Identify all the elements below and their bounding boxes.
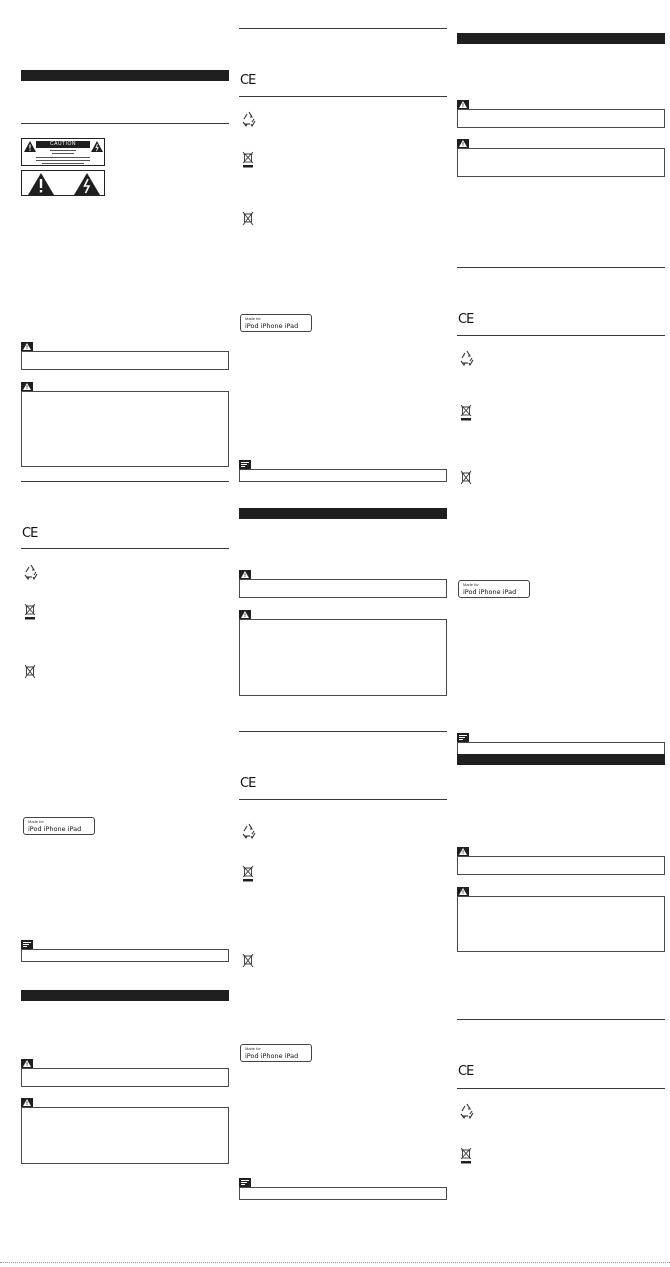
note-box (239, 469, 447, 482)
warning-box (21, 351, 229, 370)
note-icon (459, 734, 467, 741)
warning-box (239, 579, 447, 598)
warning-icon (24, 141, 36, 152)
caution-label (21, 138, 105, 166)
warning-box (21, 391, 229, 467)
made-for-ipod-badge: Made for iPod iPhone iPad (458, 580, 530, 598)
made-for-ipod-badge: Made for iPod iPhone iPad (240, 314, 312, 332)
note-box (239, 1187, 447, 1200)
section-rule (239, 731, 447, 732)
ce-mark: CE (240, 73, 256, 88)
recycle-icon (458, 1102, 476, 1120)
section-header-bar (239, 508, 447, 519)
warning-icon (459, 888, 467, 895)
note-tab (457, 733, 469, 742)
warning-tab (239, 610, 251, 619)
warning-icon (241, 611, 249, 618)
ce-mark: CE (22, 526, 38, 541)
warning-tab (21, 382, 33, 391)
warning-tab (457, 100, 469, 109)
section-rule (457, 1019, 665, 1020)
warning-icon (241, 571, 249, 578)
warning-icon (23, 343, 31, 350)
crossed-bin-icon (460, 1147, 472, 1165)
warning-icon (23, 1060, 31, 1067)
note-tab (239, 460, 251, 469)
warning-tab (21, 342, 33, 351)
recycle-icon (22, 563, 40, 581)
crossed-bin-icon (242, 953, 254, 969)
note-tab (239, 1178, 251, 1187)
lightning-triangle-icon (74, 173, 100, 195)
section-rule (457, 1088, 665, 1089)
note-icon (241, 461, 249, 468)
safety-symbols-label (21, 170, 105, 196)
section-header-bar (457, 33, 665, 44)
note-tab (21, 940, 33, 949)
warning-tab (457, 887, 469, 896)
warning-tab (239, 570, 251, 579)
note-icon (241, 1179, 249, 1186)
note-box (21, 949, 229, 962)
warning-box (457, 896, 665, 952)
fold-line (0, 1262, 670, 1263)
section-rule (457, 335, 665, 336)
crossed-bin-icon (242, 865, 254, 883)
section-rule (21, 548, 229, 549)
shock-warning-icon (91, 141, 103, 152)
warning-box (21, 1068, 229, 1087)
warning-icon (459, 101, 467, 108)
section-rule (457, 267, 665, 268)
warning-box (21, 1107, 229, 1164)
crossed-bin-icon (24, 664, 36, 680)
ce-mark: CE (458, 312, 474, 327)
warning-tab (457, 139, 469, 148)
section-header-bar (457, 754, 665, 765)
exclamation-triangle-icon (28, 173, 54, 195)
ce-mark: CE (240, 776, 256, 791)
section-rule (239, 799, 447, 800)
ce-mark: CE (458, 1064, 474, 1079)
section-rule (239, 28, 447, 29)
crossed-bin-icon (460, 404, 472, 422)
recycle-icon (458, 349, 476, 367)
warning-icon (23, 1099, 31, 1106)
made-for-ipod-badge: Made for iPod iPhone iPad (240, 1044, 312, 1062)
section-header-bar (21, 70, 229, 81)
warning-tab (457, 847, 469, 856)
section-header-bar (21, 990, 229, 1001)
warning-box (457, 148, 665, 177)
warning-icon (459, 140, 467, 147)
warning-tab (21, 1059, 33, 1068)
crossed-bin-icon (242, 211, 254, 227)
made-for-ipod-badge: Made for iPod iPhone iPad (23, 817, 95, 835)
warning-icon (23, 383, 31, 390)
recycle-icon (240, 110, 258, 128)
crossed-bin-icon (460, 470, 472, 486)
warning-box (457, 856, 665, 875)
crossed-bin-icon (24, 603, 36, 621)
section-rule (21, 123, 229, 124)
warning-tab (21, 1098, 33, 1107)
section-rule (21, 481, 229, 482)
note-icon (23, 941, 31, 948)
crossed-bin-icon (242, 151, 254, 169)
caution-header: CAUTION (36, 141, 90, 148)
warning-box (239, 619, 447, 696)
warning-box (457, 109, 665, 128)
recycle-icon (240, 822, 258, 840)
warning-icon (459, 848, 467, 855)
section-rule (239, 96, 447, 97)
